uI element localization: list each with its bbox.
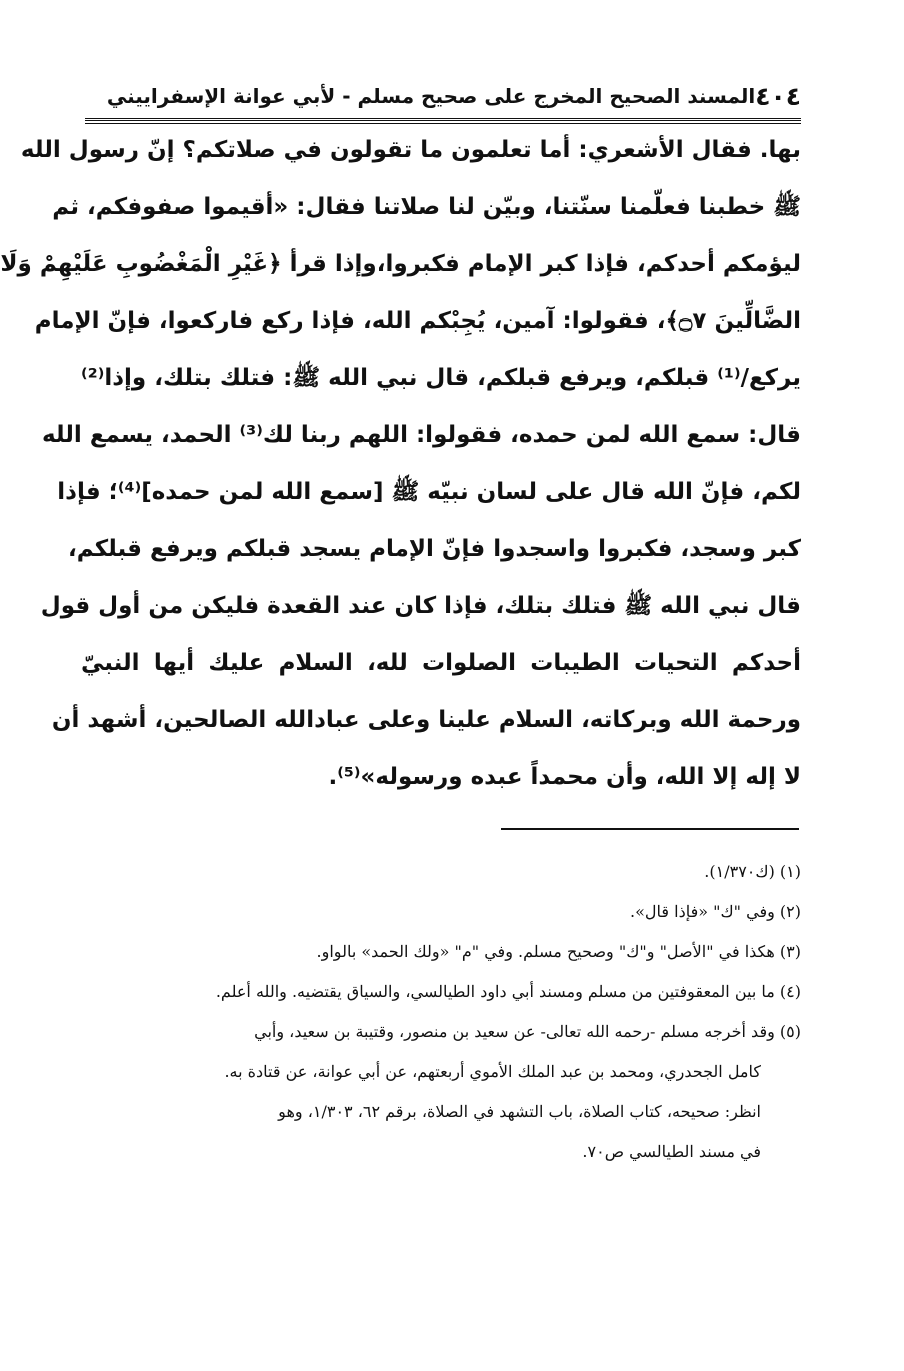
text-line: لا إله إلا الله، وأن محمداً عبده ورسوله»⁽⁵⁾. — [328, 764, 801, 790]
text-line: يركع/⁽¹⁾ قبلكم، ويرفع قبلكم، قال نبي الله ﷺ: فتلك بتلك، وإذا⁽²⁾ — [81, 365, 801, 391]
text-line: بها. فقال الأشعري: أما تعلمون ما تقولون في صلاتكم؟ إنّ رسول الله — [20, 137, 801, 163]
text-line: لكم، فإنّ الله قال على لسان نبيّه ﷺ [سمع الله لمن حمده]⁽⁴⁾؛ فإذا — [57, 479, 801, 505]
footnote-separator — [501, 828, 799, 830]
footnote: (٤) ما بين المعقوفتين من مسلم ومسند أبي داود الطيالسي، والسياق يقتضيه. والله أعلم. — [215, 982, 801, 1001]
footnote: (٢) وفي "ك" «فإذا قال». — [630, 902, 801, 921]
footnote-continuation: انظر: صحيحه، كتاب الصلاة، باب التشهد في الصلاة، برقم ٦٢، ١/٣٠٣، وهو — [278, 1102, 761, 1121]
text-line: ﷺ خطبنا فعلّمنا سنّتنا، وبيّن لنا صلاتنا فقال: «أقيموا صفوفكم، ثم — [52, 194, 801, 220]
text-line: ورحمة الله وبركاته، السلام علينا وعلى عبادالله الصالحين، أشهد أن — [51, 707, 801, 733]
text-line: ليؤمكم أحدكم، فإذا كبر الإمام فكبروا،وإذا قرأ ﴿غَيْرِ الْمَغْضُوبِ عَلَيْهِمْ وَلَا — [0, 251, 801, 277]
footnotes — [97, 852, 801, 1172]
footnote-continuation: كامل الجحدري، ومحمد بن عبد الملك الأموي أربعتهم، عن أبي عوانة، عن قتادة به. — [224, 1062, 761, 1081]
text-line: الضَّالِّينَ ۝٧﴾، فقولوا: آمين، يُجِبْكم الله، فإذا ركع فاركعوا، فإنّ الإمام — [34, 308, 801, 334]
footnote: (١) (ك١/٣٧٠). — [704, 862, 801, 881]
main-text — [0, 122, 801, 806]
footnote: (٣) هكذا في "الأصل" و"ك" وصحيح مسلم. وفي "م" «ولك الحمد» بالواو. — [316, 942, 801, 961]
page-number: ٤٠٤ — [755, 81, 801, 111]
text-line: قال نبي الله ﷺ فتلك بتلك، فإذا كان عند القعدة فليكن من أول قول — [40, 593, 801, 619]
text-line: قال: سمع الله لمن حمده، فقولوا: اللهم ربنا لك⁽³⁾ الحمد، يسمع الله — [41, 422, 801, 448]
book-page — [1, 0, 904, 1371]
footnote: (٥) وقد أخرجه مسلم -رحمه الله تعالى- عن سعيد بن منصور، وقتيبة بن سعيد، وأبي — [254, 1022, 801, 1041]
book-title: المسند الصحيح المخرج على صحيح مسلم - لأبي عوانة الإسفراييني — [106, 84, 756, 108]
text-line: أحدكم التحيات الطيبات الصلوات لله، السلام عليك أيها النبيّ — [81, 650, 801, 676]
footnote-continuation: في مسند الطيالسي ص٧٠. — [582, 1142, 761, 1161]
running-header — [106, 78, 801, 114]
text-line: كبر وسجد، فكبروا واسجدوا فإنّ الإمام يسجد قبلكم ويرفع قبلكم، — [67, 536, 801, 562]
